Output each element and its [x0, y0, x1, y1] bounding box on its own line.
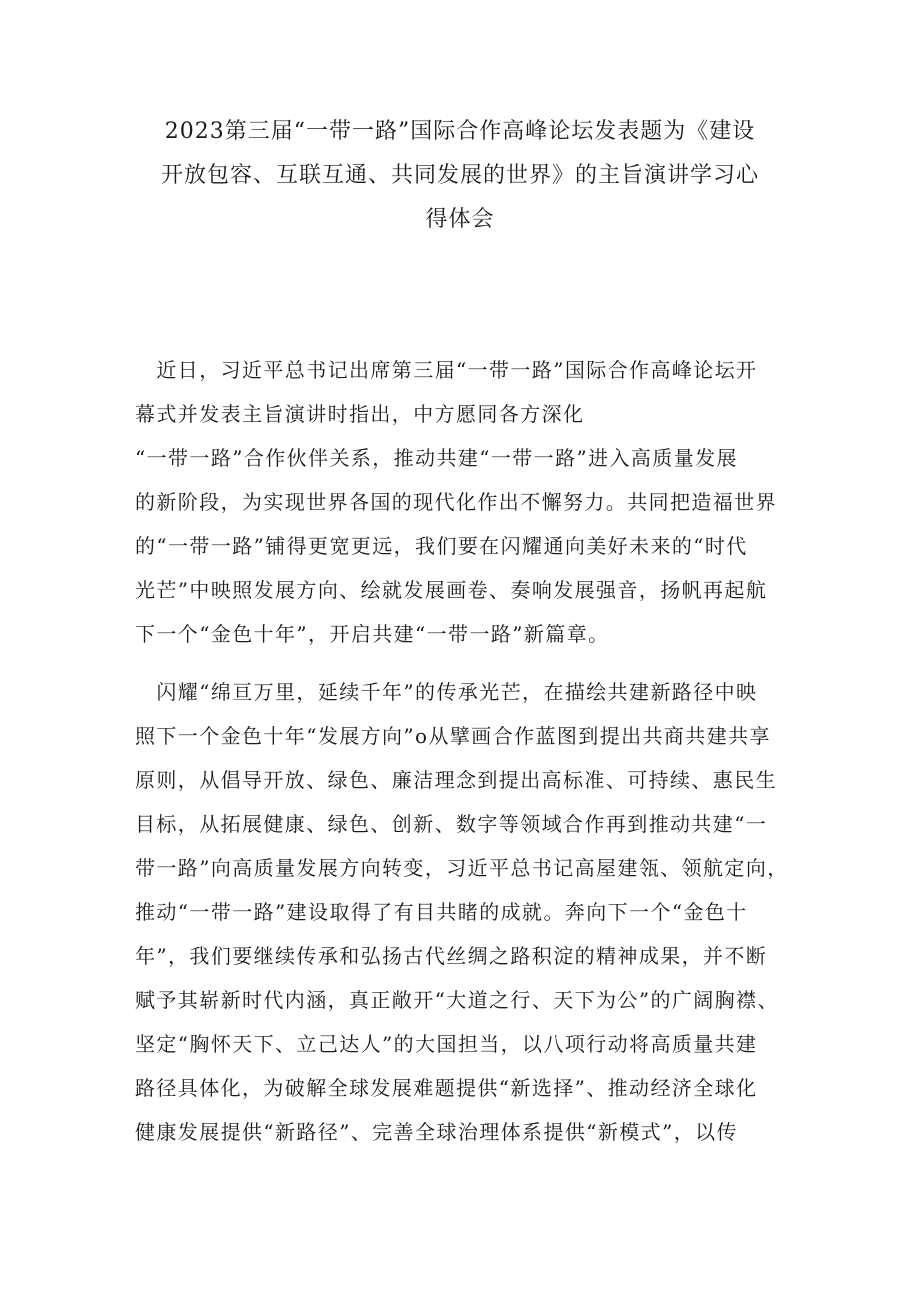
paragraph-line: 照下一个金色十年“发展方向”o从擘画合作蓝图到提出共商共建共享	[135, 724, 771, 748]
paragraph-line: 的新阶段，为实现世界各国的现代化作出不懈努力。共同把造福世界	[135, 490, 777, 514]
title-line: 开放包容、互联互通、共同发展的世界》的主旨演讲学习心	[160, 163, 759, 188]
title-line: 得体会	[425, 207, 495, 232]
paragraph-line: 带一路”向高质量发展方向转变，习近平总书记高屋建瓴、领航定向，	[135, 856, 789, 880]
paragraph-line: 目标，从拓展健康、绿色、创新、数字等领域合作再到推动共建“一	[135, 812, 768, 836]
paragraph-line: “一带一路”合作伙伴关系，推动共建“一带一路”进入高质量发展	[135, 446, 738, 470]
paragraph-line: 下一个“金色十年”，开启共建“一带一路”新篇章。	[135, 622, 610, 646]
paragraph-line: 光芒”中映照发展方向、绘就发展画卷、奏响发展强音，扬帆再起航	[135, 578, 768, 602]
paragraph-1	[135, 348, 795, 656]
paragraph-line: 路径具体化，为破解全球发展难题提供“新选择”、推动经济全球化	[135, 1076, 758, 1100]
paragraph-line: 年”，我们要继续传承和弘扬古代丝绸之路积淀的精神成果，并不断	[135, 944, 768, 968]
paragraph-line: 赋予其崭新时代内涵，真正敞开“大道之行、天下为公”的广阔胸襟、	[135, 988, 779, 1012]
paragraph-line: 原则，从倡导开放、绿色、廉洁理念到提出高标准、可持续、惠民生	[135, 768, 777, 792]
paragraph-2	[135, 670, 795, 1154]
paragraph-line: 坚定“胸怀天下、立己达人”的大国担当，以八项行动将高质量共建	[135, 1032, 758, 1056]
paragraph-line: 健康发展提供“新路径”、完善全球治理体系提供“新模式”，以传	[135, 1120, 738, 1144]
paragraph-line: 的“一带一路”铺得更宽更远，我们要在闪耀通向美好未来的“时代	[135, 534, 748, 558]
title-line: 2023第三届“一带一路”国际合作高峰论坛发表题为《建设	[164, 119, 756, 144]
paragraph-line: 推动“一带一路”建设取得了有目共睹的成就。奔向下一个“金色十	[135, 900, 748, 924]
document-title	[120, 110, 800, 242]
paragraph-line: 幕式并发表主旨演讲时指出，中方愿同各方深化	[135, 402, 585, 426]
paragraph-line: 近日，习近平总书记出席第三届“一带一路”国际合作高峰论坛开	[135, 358, 758, 382]
paragraph-line: 闪耀“绵亘万里，延续千年”的传承光芒，在描绘共建新路径中映	[135, 680, 758, 704]
